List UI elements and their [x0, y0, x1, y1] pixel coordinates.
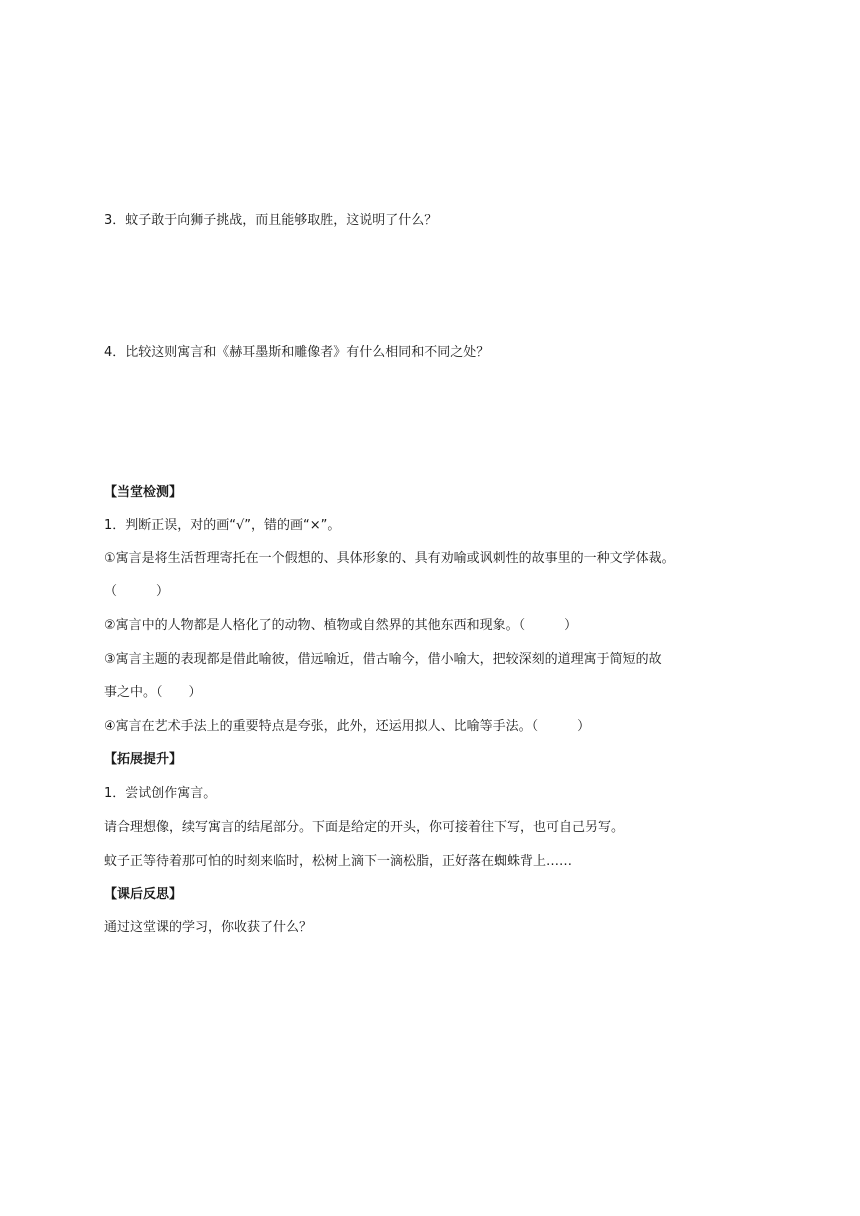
section-heading-check: 【当堂检测】 — [104, 485, 183, 500]
reflect-prompt: 通过这堂课的学习，你收获了什么？ — [104, 920, 313, 935]
check-item-1-blank: （ ） — [104, 584, 170, 599]
check-item-3: ③寓言主题的表现都是借此喻彼，借远喻近，借古喻今，借小喻大，把较深刻的道理寓于简短的故 — [104, 652, 662, 667]
section-heading-reflect: 【课后反思】 — [104, 887, 183, 902]
check-item-3-cont: 事之中。（ ） — [104, 685, 202, 700]
check-item-2: ②寓言中的人物都是人格化了的动物、植物或自然界的其他东西和现象。（ ） — [104, 618, 578, 633]
extend-opening: 蚊子正等待着那可怕的时刻来临时，松树上滴下一滴松脂，正好落在蜘蛛背上…… — [104, 854, 573, 869]
question-4: 4．比较这则寓言和《赫耳墨斯和雕像者》有什么相同和不同之处？ — [104, 345, 490, 360]
question-3: 3．蚊子敢于向狮子挑战，而且能够取胜，这说明了什么？ — [104, 213, 438, 228]
extend-instruction: 请合理想像，续写寓言的结尾部分。下面是给定的开头，你可接着往下写，也可自己另写。 — [104, 820, 625, 835]
check-item-1: ①寓言是将生活哲理寄托在一个假想的、具体形象的、具有劝喻或讽刺性的故事里的一种文学体裁。 — [104, 551, 675, 566]
check-item-4: ④寓言在艺术手法上的重要特点是夸张，此外，还运用拟人、比喻等手法。（ ） — [104, 719, 591, 734]
check-instruction: 1．判断正误，对的画“√”，错的画“×”。 — [104, 518, 341, 533]
extend-task: 1．尝试创作寓言。 — [104, 786, 217, 801]
section-heading-extend: 【拓展提升】 — [104, 752, 183, 767]
